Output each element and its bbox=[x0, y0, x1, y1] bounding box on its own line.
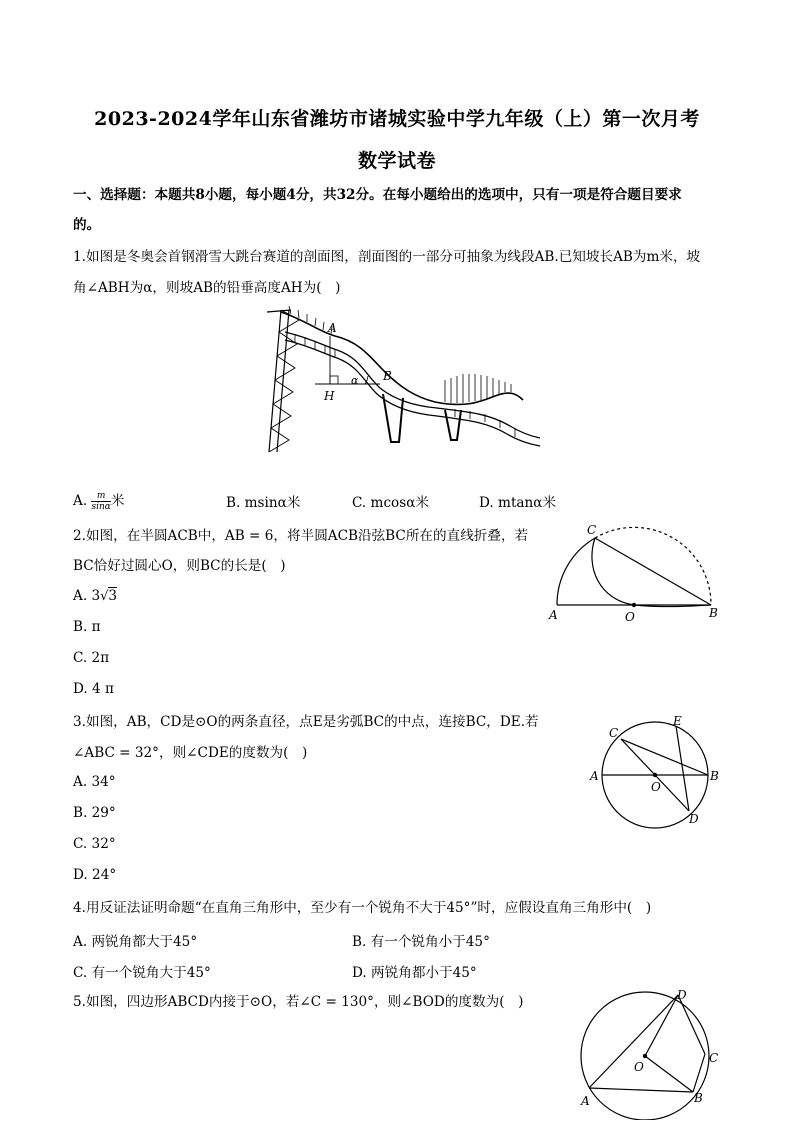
q2-label-C: C bbox=[587, 523, 597, 537]
q5-label-B: B bbox=[694, 1091, 703, 1105]
q2-option-d[interactable]: D. 4 π bbox=[73, 681, 114, 697]
exam-title-line2: 数学试卷 bbox=[357, 150, 436, 172]
q2-option-a[interactable] bbox=[73, 588, 117, 604]
q2-stem-line1: 2.如图，在半圆ACB中，AB = 6，将半圆ACB沿弦BC所在的直线折叠，若 bbox=[73, 528, 529, 544]
q1-label-B: B bbox=[383, 369, 392, 383]
q5-label-D: D bbox=[677, 988, 687, 1002]
q1-option-a-numerator: m bbox=[91, 491, 110, 502]
q2-semicircle-figure bbox=[545, 518, 725, 626]
q1-option-b[interactable]: B. msinα米 bbox=[226, 495, 301, 511]
q1-option-a-prefix: A. bbox=[73, 493, 88, 509]
q3-option-c[interactable]: C. 32° bbox=[73, 836, 116, 852]
q1-label-alpha: α bbox=[351, 374, 359, 387]
q3-stem-line2: ∠ABC = 32°，则∠CDE的度数为( ) bbox=[73, 745, 308, 761]
q4-stem: 4.用反证法证明命题“在直角三角形中，至少有一个锐角不大于45°”时，应假设直角三角形中( ) bbox=[73, 900, 652, 916]
q2-option-b[interactable]: B. π bbox=[73, 619, 101, 635]
q1-label-H: H bbox=[324, 389, 335, 403]
q3-label-B: B bbox=[710, 769, 719, 783]
q2-label-A: A bbox=[549, 608, 558, 622]
q1-option-d[interactable]: D. mtanα米 bbox=[479, 495, 557, 511]
q1-option-a-fraction bbox=[91, 491, 110, 512]
q3-label-E: E bbox=[673, 714, 682, 728]
q1-track-hatching bbox=[289, 306, 511, 403]
q1-option-a[interactable] bbox=[73, 489, 124, 512]
q4-option-b[interactable]: B. 有一个锐角小于45° bbox=[352, 934, 490, 950]
q1-option-c[interactable]: C. mcosα米 bbox=[352, 495, 429, 511]
q3-label-D: D bbox=[689, 812, 699, 826]
section1-heading: 一、选择题：本题共8小题，每小题4分，共32分。在每小题给出的选项中，只有一项是符合题目要求 bbox=[73, 187, 682, 203]
q3-option-d[interactable]: D. 24° bbox=[73, 867, 117, 883]
q3-option-a[interactable]: A. 34° bbox=[73, 774, 116, 790]
q2-option-a-radical: √ bbox=[100, 589, 109, 604]
q5-circle-figure bbox=[574, 984, 734, 1120]
q1-option-a-suffix: 米 bbox=[110, 493, 125, 509]
q5-label-O: O bbox=[634, 1060, 644, 1074]
q3-label-O: O bbox=[651, 780, 661, 794]
q3-label-A: A bbox=[590, 769, 599, 783]
q3-circle-figure bbox=[585, 712, 725, 830]
q2-label-O: O bbox=[625, 610, 635, 624]
q3-label-C: C bbox=[609, 726, 619, 740]
q5-label-A: A bbox=[581, 1094, 590, 1108]
q4-option-d[interactable]: D. 两锐角都小于45° bbox=[352, 965, 477, 981]
q5-label-C: C bbox=[709, 1051, 719, 1065]
q5-stem: 5.如图，四边形ABCD内接于⊙O，若∠C = 130°，则∠BOD的度数为( ) bbox=[73, 994, 524, 1010]
q1-stem-line2: 角∠ABH为α，则坡AB的铅垂高度AH为( ) bbox=[73, 280, 341, 296]
q1-label-A: A bbox=[328, 321, 337, 335]
q3-option-b[interactable]: B. 29° bbox=[73, 805, 116, 821]
q3-stem-line1: 3.如图，AB，CD是⊙O的两条直径，点E是劣弧BC的中点，连接BC，DE.若 bbox=[73, 714, 539, 730]
exam-title-line1: 2023-2024学年山东省潍坊市诸城实验中学九年级（上）第一次月考 bbox=[94, 108, 700, 130]
q1-stem-line1: 1.如图是冬奥会首钢滑雪大跳台赛道的剖面图，剖面图的一部分可抽象为线段AB.已知坡长AB为m米，坡 bbox=[73, 249, 701, 265]
q1-ski-jump-figure bbox=[255, 302, 545, 454]
q2-option-c[interactable]: C. 2π bbox=[73, 650, 110, 666]
q4-option-c[interactable]: C. 有一个锐角大于45° bbox=[73, 965, 211, 981]
q2-label-B: B bbox=[709, 606, 718, 620]
q2-stem-line2: BC恰好过圆心O，则BC的长是( ) bbox=[73, 558, 286, 574]
q1-option-a-denominator: sinα bbox=[91, 502, 111, 512]
q4-option-a[interactable]: A. 两锐角都大于45° bbox=[73, 934, 198, 950]
q2-option-a-prefix: A. 3 bbox=[73, 588, 101, 604]
q2-option-a-radicand: 3 bbox=[108, 588, 118, 604]
section1-heading-cont: 的。 bbox=[73, 217, 101, 233]
